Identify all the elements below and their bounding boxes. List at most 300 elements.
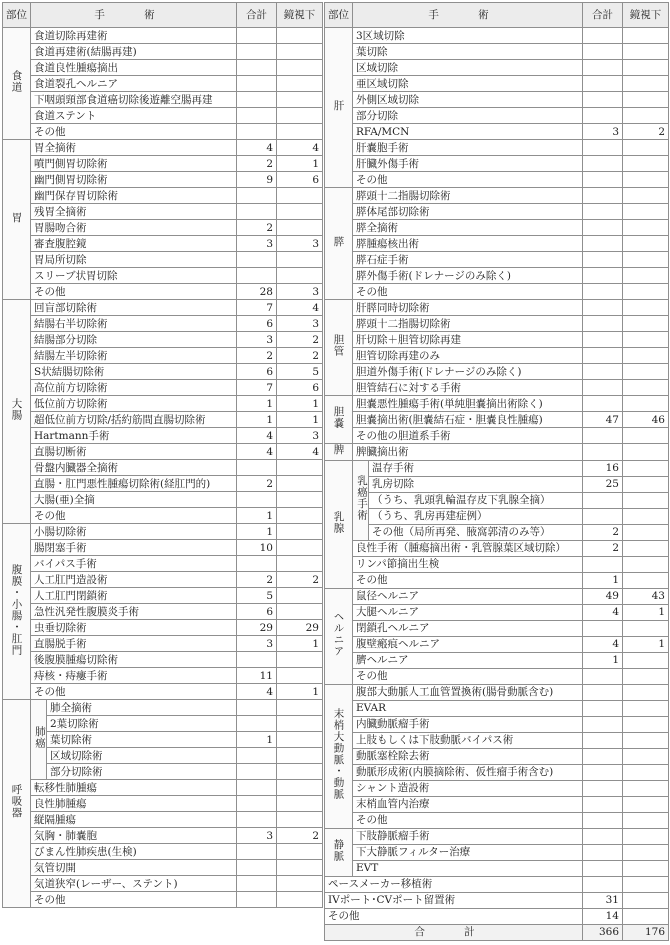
endoscopic-cell bbox=[623, 188, 669, 204]
total-cell bbox=[583, 140, 623, 156]
total-cell: 6 bbox=[237, 316, 277, 332]
procedure-label: その他 bbox=[353, 284, 583, 300]
endoscopic-cell bbox=[277, 812, 323, 828]
table-row bbox=[3, 652, 323, 668]
category-cell bbox=[325, 684, 353, 828]
procedure-label: 良性肺腫瘍 bbox=[31, 796, 237, 812]
total-cell bbox=[237, 492, 277, 508]
endoscopic-cell bbox=[623, 492, 669, 508]
endoscopic-cell bbox=[277, 108, 323, 124]
procedure-label: 肝嚢胞手術 bbox=[353, 140, 583, 156]
category-cell bbox=[325, 588, 353, 684]
procedure-label: 膵石症手術 bbox=[353, 252, 583, 268]
endoscopic-cell bbox=[277, 476, 323, 492]
category-label: 乳癌手術 bbox=[356, 475, 368, 521]
procedure-label: 膵腫瘍核出術 bbox=[353, 236, 583, 252]
total-cell bbox=[583, 556, 623, 572]
endoscopic-cell: 1 bbox=[277, 156, 323, 172]
table-row bbox=[3, 620, 323, 636]
table-row bbox=[325, 396, 669, 412]
procedure-label: 結腸左半切除術 bbox=[31, 348, 237, 364]
category-label: 呼吸器 bbox=[10, 784, 23, 819]
endoscopic-cell bbox=[277, 252, 323, 268]
endoscopic-cell bbox=[277, 204, 323, 220]
total-cell: 2 bbox=[237, 220, 277, 236]
total-cell bbox=[583, 700, 623, 716]
endoscopic-cell bbox=[623, 460, 669, 476]
table-row bbox=[325, 412, 669, 428]
total-cell bbox=[583, 60, 623, 76]
endoscopic-cell bbox=[277, 668, 323, 684]
total-cell bbox=[583, 876, 623, 892]
total-cell: 2 bbox=[583, 524, 623, 540]
total-cell: 25 bbox=[583, 476, 623, 492]
table-row bbox=[3, 524, 323, 540]
procedure-label: その他 bbox=[31, 508, 237, 524]
endoscopic-cell: 3 bbox=[277, 316, 323, 332]
endoscopic-cell bbox=[623, 268, 669, 284]
table-row bbox=[3, 828, 323, 844]
total-cell bbox=[237, 892, 277, 908]
table-row bbox=[325, 44, 669, 60]
procedure-label: 結腸部分切除 bbox=[31, 332, 237, 348]
procedure-label: 2葉切除術 bbox=[47, 716, 237, 732]
table-row bbox=[325, 540, 669, 556]
endoscopic-cell bbox=[623, 220, 669, 236]
endoscopic-cell bbox=[277, 780, 323, 796]
endoscopic-cell bbox=[623, 668, 669, 684]
total-cell bbox=[583, 508, 623, 524]
total-cell bbox=[237, 204, 277, 220]
grand-total-endoscopic: 176 bbox=[623, 924, 669, 940]
total-cell bbox=[583, 172, 623, 188]
table-row bbox=[3, 284, 323, 300]
total-cell bbox=[583, 316, 623, 332]
table-row bbox=[325, 316, 669, 332]
total-cell bbox=[237, 252, 277, 268]
total-cell: 29 bbox=[237, 620, 277, 636]
total-cell: 3 bbox=[237, 636, 277, 652]
endoscopic-cell: 6 bbox=[277, 172, 323, 188]
total-cell: 1 bbox=[583, 572, 623, 588]
procedure-label: 食道良性腫瘍摘出 bbox=[31, 60, 237, 76]
endoscopic-cell bbox=[277, 764, 323, 780]
endoscopic-cell: 2 bbox=[623, 124, 669, 140]
total-cell bbox=[237, 92, 277, 108]
total-cell bbox=[237, 764, 277, 780]
total-cell bbox=[583, 108, 623, 124]
total-cell bbox=[583, 668, 623, 684]
endoscopic-cell bbox=[623, 300, 669, 316]
endoscopic-cell: 29 bbox=[277, 620, 323, 636]
table-row bbox=[325, 748, 669, 764]
table-row bbox=[3, 172, 323, 188]
procedure-label: 回盲部切除術 bbox=[31, 300, 237, 316]
table-row bbox=[325, 92, 669, 108]
table-row bbox=[3, 892, 323, 908]
procedure-label: 胃全摘術 bbox=[31, 140, 237, 156]
table-row bbox=[3, 460, 323, 476]
table-row bbox=[325, 268, 669, 284]
table-row bbox=[3, 236, 323, 252]
table-row bbox=[3, 348, 323, 364]
endoscopic-cell bbox=[623, 108, 669, 124]
table-row bbox=[325, 284, 669, 300]
table-row bbox=[325, 460, 669, 476]
category-cell bbox=[325, 460, 353, 588]
endoscopic-cell bbox=[623, 332, 669, 348]
table-row bbox=[3, 700, 323, 716]
total-cell bbox=[237, 844, 277, 860]
category-label: 大腸 bbox=[10, 398, 23, 421]
procedure-label: 人工肛門閉鎖術 bbox=[31, 588, 237, 604]
procedure-label: その他（局所再発、腋窩郭清のみ等） bbox=[369, 524, 583, 540]
total-cell: 16 bbox=[583, 460, 623, 476]
procedure-label: 腹部大動脈人工血管置換術(腸骨動脈含む) bbox=[353, 684, 583, 700]
endoscopic-cell: 3 bbox=[277, 284, 323, 300]
total-cell bbox=[583, 44, 623, 60]
endoscopic-cell: 1 bbox=[277, 412, 323, 428]
total-cell bbox=[237, 108, 277, 124]
total-cell bbox=[583, 332, 623, 348]
endoscopic-cell bbox=[623, 172, 669, 188]
endoscopic-cell bbox=[277, 28, 323, 44]
procedure-label: 外側区域切除 bbox=[353, 92, 583, 108]
category-label: 肝 bbox=[332, 99, 345, 112]
procedure-label: 肝切除＋胆管切除再建 bbox=[353, 332, 583, 348]
total-cell bbox=[583, 92, 623, 108]
table-row bbox=[325, 620, 669, 636]
procedure-label: 小腸切除術 bbox=[31, 524, 237, 540]
total-cell bbox=[583, 380, 623, 396]
table-row bbox=[3, 764, 323, 780]
total-cell bbox=[583, 220, 623, 236]
endoscopic-cell bbox=[277, 844, 323, 860]
procedure-label: 虫垂切除術 bbox=[31, 620, 237, 636]
table-row bbox=[325, 508, 669, 524]
total-cell bbox=[583, 396, 623, 412]
surgery-statistics-table bbox=[2, 2, 668, 943]
procedure-label: 胆管切除再建のみ bbox=[353, 348, 583, 364]
endoscopic-cell bbox=[623, 92, 669, 108]
table-row bbox=[3, 492, 323, 508]
table-row bbox=[325, 636, 669, 652]
endoscopic-cell bbox=[623, 812, 669, 828]
total-cell bbox=[237, 780, 277, 796]
procedure-label: 大腿ヘルニア bbox=[353, 604, 583, 620]
procedure-label: 末梢血管内治療 bbox=[353, 796, 583, 812]
table-row bbox=[325, 444, 669, 461]
endoscopic-cell bbox=[277, 652, 323, 668]
endoscopic-cell bbox=[623, 348, 669, 364]
table-row bbox=[3, 604, 323, 620]
procedure-label: 審査腹腔鏡 bbox=[31, 236, 237, 252]
total-cell bbox=[583, 268, 623, 284]
total-cell bbox=[583, 428, 623, 444]
table-row bbox=[325, 588, 669, 604]
endoscopic-cell bbox=[623, 508, 669, 524]
procedure-label: その他 bbox=[31, 284, 237, 300]
procedure-label: 下咽頭頸部食道癌切除後遊離空腸再建 bbox=[31, 92, 237, 108]
endoscopic-cell bbox=[623, 204, 669, 220]
procedure-label: その他 bbox=[31, 684, 237, 700]
endoscopic-cell bbox=[277, 508, 323, 524]
total-cell bbox=[583, 748, 623, 764]
table-row bbox=[3, 364, 323, 380]
table-row bbox=[325, 700, 669, 716]
procedure-label: その他 bbox=[353, 812, 583, 828]
endoscopic-cell: 2 bbox=[277, 332, 323, 348]
procedure-label: 内臓動脈瘤手術 bbox=[353, 716, 583, 732]
endoscopic-cell bbox=[277, 188, 323, 204]
category-label: 膵 bbox=[332, 235, 345, 248]
total-cell: 1 bbox=[583, 652, 623, 668]
endoscopic-cell bbox=[277, 748, 323, 764]
table-row bbox=[3, 428, 323, 444]
endoscopic-cell bbox=[623, 60, 669, 76]
procedure-label: 鼠径ヘルニア bbox=[353, 588, 583, 604]
endoscopic-cell bbox=[623, 140, 669, 156]
procedure-label: EVT bbox=[353, 860, 583, 876]
header-category: 部位 bbox=[325, 3, 353, 28]
procedure-label: 噴門側胃切除術 bbox=[31, 156, 237, 172]
table-row bbox=[3, 140, 323, 156]
endoscopic-cell bbox=[623, 908, 669, 924]
total-cell: 1 bbox=[237, 508, 277, 524]
procedure-label: 食道ステント bbox=[31, 108, 237, 124]
endoscopic-cell bbox=[277, 604, 323, 620]
endoscopic-cell bbox=[623, 652, 669, 668]
procedure-label: Hartmann手術 bbox=[31, 428, 237, 444]
total-cell bbox=[583, 492, 623, 508]
table-row bbox=[3, 812, 323, 828]
table-row bbox=[325, 860, 669, 876]
procedure-label: 気管切開 bbox=[31, 860, 237, 876]
table-row bbox=[325, 684, 669, 700]
endoscopic-cell bbox=[277, 460, 323, 476]
table-row bbox=[325, 492, 669, 508]
table-row bbox=[3, 540, 323, 556]
total-cell: 4 bbox=[583, 636, 623, 652]
table-row bbox=[3, 684, 323, 700]
procedure-label: 幽門側胃切除術 bbox=[31, 172, 237, 188]
endoscopic-cell bbox=[277, 540, 323, 556]
header-procedure: 手 術 bbox=[31, 3, 237, 28]
table-row bbox=[3, 476, 323, 492]
procedure-label: 直腸脱手術 bbox=[31, 636, 237, 652]
table-row bbox=[3, 668, 323, 684]
procedure-label: 葉切除術 bbox=[47, 732, 237, 748]
endoscopic-cell bbox=[623, 764, 669, 780]
total-cell: 14 bbox=[583, 908, 623, 924]
endoscopic-cell bbox=[623, 236, 669, 252]
procedure-label: 温存手術 bbox=[369, 460, 583, 476]
category-cell bbox=[3, 28, 31, 140]
endoscopic-cell bbox=[623, 748, 669, 764]
table-row bbox=[3, 844, 323, 860]
total-cell bbox=[583, 780, 623, 796]
endoscopic-cell: 46 bbox=[623, 412, 669, 428]
total-cell: 4 bbox=[237, 444, 277, 460]
total-cell: 10 bbox=[237, 540, 277, 556]
endoscopic-cell bbox=[277, 876, 323, 892]
category-cell bbox=[31, 700, 47, 780]
grand-total-value: 366 bbox=[583, 924, 623, 940]
endoscopic-cell bbox=[277, 796, 323, 812]
table-row bbox=[325, 524, 669, 540]
procedure-label: リンパ節摘出生検 bbox=[353, 556, 583, 572]
procedure-label: 骨盤内臓器全摘術 bbox=[31, 460, 237, 476]
endoscopic-cell bbox=[623, 732, 669, 748]
procedure-label: 胃局所切除 bbox=[31, 252, 237, 268]
procedure-label: 食道裂孔ヘルニア bbox=[31, 76, 237, 92]
total-cell: 6 bbox=[237, 604, 277, 620]
table-row bbox=[3, 780, 323, 796]
endoscopic-cell bbox=[623, 540, 669, 556]
procedure-label: 高位前方切除術 bbox=[31, 380, 237, 396]
procedure-label: 胆嚢悪性腫瘍手術(単純胆嚢摘出術除く) bbox=[353, 396, 583, 412]
endoscopic-cell bbox=[623, 284, 669, 300]
endoscopic-cell bbox=[623, 524, 669, 540]
procedure-label: 部分切除術 bbox=[47, 764, 237, 780]
endoscopic-cell: 1 bbox=[623, 604, 669, 620]
endoscopic-cell: 4 bbox=[277, 444, 323, 460]
procedure-label: 良性手術（腫瘍摘出術・乳管腺葉区域切除） bbox=[353, 540, 583, 556]
procedure-label: 低位前方切除術 bbox=[31, 396, 237, 412]
endoscopic-cell: 1 bbox=[623, 636, 669, 652]
endoscopic-cell: 4 bbox=[277, 300, 323, 316]
category-cell bbox=[353, 460, 369, 540]
total-cell bbox=[583, 716, 623, 732]
table-row bbox=[325, 844, 669, 860]
procedure-label: その他 bbox=[353, 572, 583, 588]
table-row bbox=[325, 140, 669, 156]
endoscopic-cell bbox=[623, 716, 669, 732]
total-cell: 2 bbox=[583, 540, 623, 556]
table-row bbox=[325, 76, 669, 92]
procedure-label: 食道再建術(結腸再建) bbox=[31, 44, 237, 60]
procedure-label: 区域切除術 bbox=[47, 748, 237, 764]
total-cell: 2 bbox=[237, 348, 277, 364]
endoscopic-cell bbox=[277, 492, 323, 508]
total-cell bbox=[583, 828, 623, 844]
table-row bbox=[325, 668, 669, 684]
endoscopic-cell bbox=[277, 124, 323, 140]
table-row bbox=[325, 908, 669, 924]
procedure-label: 下大静脈フィルター治療 bbox=[353, 844, 583, 860]
table-row bbox=[3, 220, 323, 236]
endoscopic-cell bbox=[623, 156, 669, 172]
procedure-label: RFA/MCN bbox=[353, 124, 583, 140]
endoscopic-cell bbox=[277, 92, 323, 108]
procedure-label: 胆管結石に対する手術 bbox=[353, 380, 583, 396]
total-cell: 1 bbox=[237, 396, 277, 412]
endoscopic-cell bbox=[623, 28, 669, 44]
procedure-label: その他の胆道系手術 bbox=[353, 428, 583, 444]
procedure-label: 直腸切断術 bbox=[31, 444, 237, 460]
table-row bbox=[325, 716, 669, 732]
total-cell: 11 bbox=[237, 668, 277, 684]
total-cell bbox=[583, 252, 623, 268]
total-cell bbox=[237, 860, 277, 876]
procedure-label: 乳房切除 bbox=[369, 476, 583, 492]
endoscopic-cell bbox=[623, 252, 669, 268]
table-row bbox=[3, 316, 323, 332]
total-cell bbox=[583, 284, 623, 300]
total-cell bbox=[237, 60, 277, 76]
table-row bbox=[325, 732, 669, 748]
total-cell bbox=[583, 844, 623, 860]
header-row bbox=[3, 3, 323, 28]
endoscopic-cell bbox=[623, 444, 669, 461]
total-cell: 4 bbox=[237, 428, 277, 444]
table-row bbox=[325, 604, 669, 620]
total-cell: 2 bbox=[237, 156, 277, 172]
endoscopic-cell bbox=[623, 780, 669, 796]
table-row bbox=[325, 252, 669, 268]
table-row bbox=[3, 748, 323, 764]
table-row bbox=[3, 60, 323, 76]
procedure-label: 気道狭窄(レーザー、ステント) bbox=[31, 876, 237, 892]
table-row bbox=[3, 188, 323, 204]
endoscopic-cell bbox=[623, 44, 669, 60]
total-cell: 4 bbox=[237, 140, 277, 156]
table-row bbox=[325, 380, 669, 396]
endoscopic-cell bbox=[277, 268, 323, 284]
total-cell: 5 bbox=[237, 588, 277, 604]
total-cell bbox=[583, 236, 623, 252]
procedure-label: 下肢静脈瘤手術 bbox=[353, 828, 583, 844]
grand-total-row bbox=[325, 924, 669, 940]
total-cell: 49 bbox=[583, 588, 623, 604]
procedure-label: 肝膵同時切除術 bbox=[353, 300, 583, 316]
procedure-label: その他 bbox=[31, 124, 237, 140]
header-total: 合計 bbox=[583, 3, 623, 28]
endoscopic-cell: 5 bbox=[277, 364, 323, 380]
endoscopic-cell bbox=[623, 556, 669, 572]
table-row bbox=[3, 124, 323, 140]
procedure-label: 大腸(亜)全摘 bbox=[31, 492, 237, 508]
total-cell bbox=[583, 156, 623, 172]
endoscopic-cell: 2 bbox=[277, 348, 323, 364]
surgery-table-left bbox=[2, 2, 323, 908]
procedure-label: 3区域切除 bbox=[353, 28, 583, 44]
procedure-label: IVポート･CVポート留置術 bbox=[325, 892, 583, 908]
total-cell bbox=[237, 652, 277, 668]
total-cell: 3 bbox=[237, 828, 277, 844]
endoscopic-cell bbox=[623, 428, 669, 444]
procedure-label: スリーブ状胃切除 bbox=[31, 268, 237, 284]
table-row bbox=[3, 396, 323, 412]
table-row bbox=[325, 428, 669, 444]
table-row bbox=[3, 156, 323, 172]
procedure-label: 腹壁瘢痕ヘルニア bbox=[353, 636, 583, 652]
procedure-label: 胆道外傷手術(ドレナージのみ除く) bbox=[353, 364, 583, 380]
grand-total-label: 合 計 bbox=[325, 924, 583, 940]
total-cell bbox=[237, 460, 277, 476]
endoscopic-cell bbox=[277, 700, 323, 716]
procedure-label: 膵頭十二指腸切除術 bbox=[353, 316, 583, 332]
procedure-label: その他 bbox=[353, 668, 583, 684]
endoscopic-cell bbox=[277, 524, 323, 540]
table-row bbox=[325, 236, 669, 252]
endoscopic-cell bbox=[277, 76, 323, 92]
procedure-label: 残胃全摘術 bbox=[31, 204, 237, 220]
endoscopic-cell bbox=[277, 732, 323, 748]
procedure-label: 縦隔腫瘍 bbox=[31, 812, 237, 828]
total-cell bbox=[583, 76, 623, 92]
category-cell bbox=[325, 396, 353, 444]
